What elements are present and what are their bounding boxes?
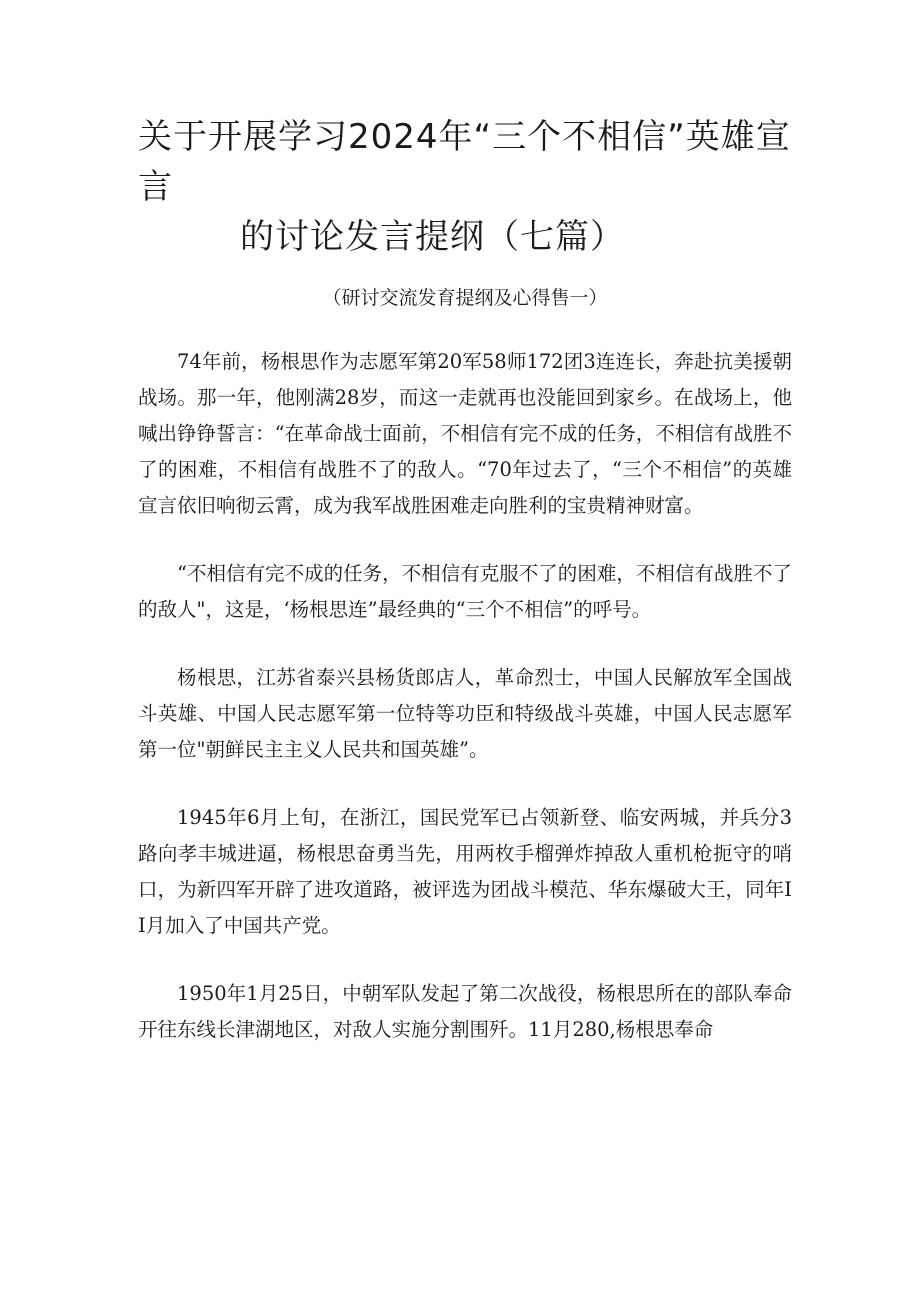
document-body bbox=[138, 344, 792, 1080]
paragraph-3: 杨根思，江苏省泰兴县杨货郎店人，革命烈士，中国人民解放军全国战斗英雄、中国人民志愿军第一位特等功臣和特级战斗英雄，中国人民志愿军第一位"朝鲜民主主义人民共和国英雄”。 bbox=[138, 666, 792, 761]
title-line-1: 关于开展学习2024年“三个不相信”英雄宣言 bbox=[138, 117, 791, 207]
document-title bbox=[138, 112, 818, 262]
paragraph-4: 1945年6月上旬，在浙江，国民党军已占领新登、临安两城，并兵分3路向孝丰城进逼，杨根思奋勇当先，用两枚手榴弹炸掉敌人重机枪扼守的哨口，为新四军开辟了进攻道路，被评选为团战斗模范、华东爆破大王，同年II月加入了中国共产党。 bbox=[138, 806, 792, 937]
section-subtitle: （研讨交流发育提纲及心得售一） bbox=[322, 287, 608, 309]
paragraph-5: 1950年1月25日，中朝军队发起了第二次战役，杨根思所在的部队奉命开往东线长津湖地区，对敌人实施分割围歼。11月280,杨根思奉命 bbox=[138, 982, 792, 1041]
paragraph-1: 74年前，杨根思作为志愿军第20军58师172团3连连长，奔赴抗美援朝战场。那一年，他刚满28岁，而这一走就再也没能回到家乡。在战场上，他喊出铮铮誓言：“在革命战士面前，不相信有完不成的任务，不相信有战胜不了的困难，不相信有战胜不了的敌人。“70年过去了，“三个不相信”的英雄宣言依旧响彻云霄，成为我军战胜困难走向胜利的宝贵精神财富。 bbox=[138, 350, 792, 517]
title-line-2: 的讨论发言提纲（七篇） bbox=[240, 217, 625, 257]
paragraph-2: “不相信有完不成的任务，不相信有克服不了的困难，不相信有战胜不了的敌人"，这是，‘杨根思连”最经典的“三个不相信”的呼号。 bbox=[138, 562, 792, 621]
